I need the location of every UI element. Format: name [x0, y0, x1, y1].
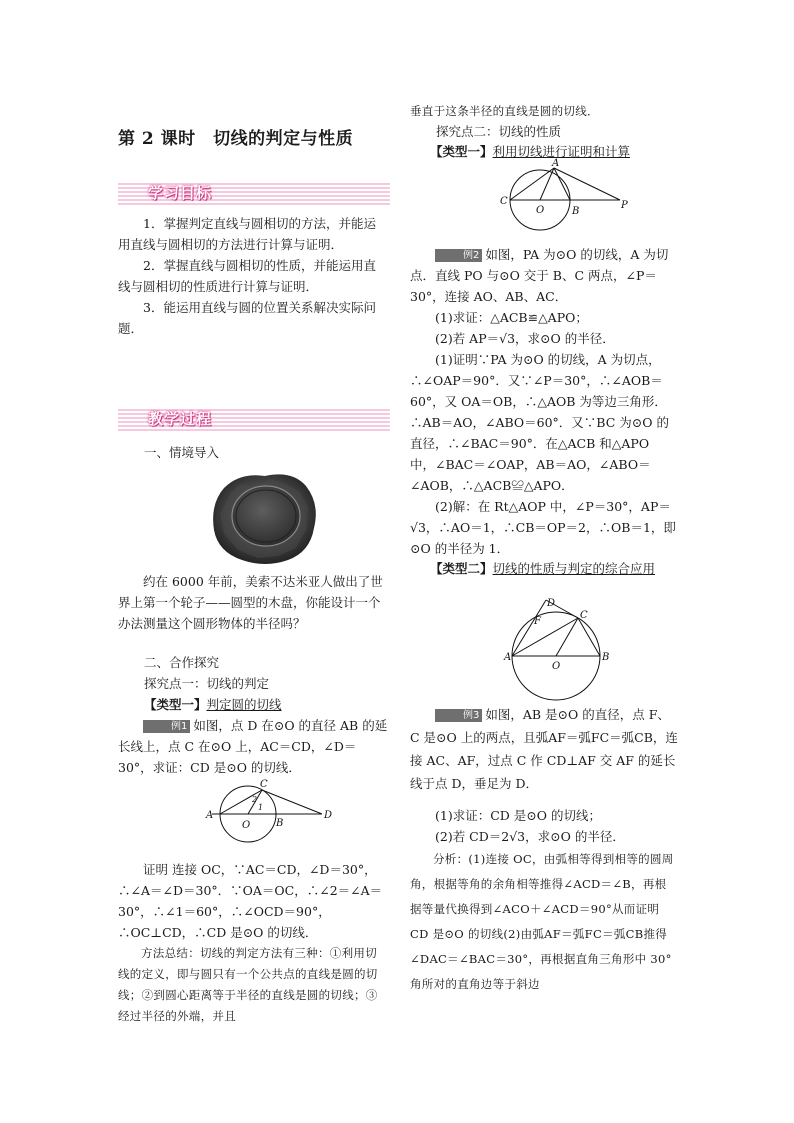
fig1-label-o: O	[242, 820, 251, 831]
fig3-label-a: A	[504, 652, 512, 663]
fig1-label-1: 1	[258, 803, 264, 812]
example2-answer-2: (2)解：在 Rt△AOP 中，∠P＝30°，AP＝√3，∴AO＝1，∴CB＝OP＝2，∴OB＝1，即⊙O 的半径为 1．	[410, 499, 676, 556]
point2-heading: 探究点二：切线的性质	[436, 124, 562, 139]
example1	[118, 715, 388, 778]
fig3-label-b: B	[602, 652, 610, 663]
example2-question-2: (2)若 AP＝√3，求⊙O 的半径．	[435, 331, 615, 346]
fig2-label-a: A	[552, 158, 560, 169]
fig1-label-d: D	[324, 810, 333, 821]
fig3-label-c: C	[580, 610, 588, 621]
example3-text: 如图，AB 是⊙O 的直径，点 F、C 是⊙O 上的两点，且弧AF＝弧FC＝弧CB，连接 AC、AF，过点 C 作 CD⊥AF 交 AF 的延长线于点 D，垂足为 D．	[410, 707, 678, 791]
fig1-label-b: B	[276, 818, 284, 829]
intro-heading: 一、情境导入	[144, 445, 220, 460]
type1-tag-right: 【类型一】	[430, 144, 493, 159]
example2-question-1: (1)求证：△ACB≌△APO；	[435, 310, 588, 325]
objective-item: 3．能运用直线与圆的位置关系解决实际问题．	[118, 300, 376, 336]
type1-title: 判定圆的切线	[206, 697, 282, 712]
example3-analysis: 分析：(1)连接 OC，由弧相等得到相等的圆周角，根据等角的余角相等推得∠ACD＝∠B，再根据等量代换得到∠ACO＋∠ACD＝90°从而证明 CD 是⊙O 的切线(2)由弧AF＝弧FC＝弧CB推得∠DAC＝∠BAC＝30°，再根据直角三角形中 30°角所对的直角边等于斜边	[410, 852, 674, 991]
fig1-label-a: A	[206, 810, 214, 821]
process-banner	[118, 407, 390, 431]
objectives-list	[118, 213, 388, 339]
example2-tag: 例2	[435, 249, 482, 262]
method-summary-continued: 垂直于这条半径的直线是圆的切线．	[410, 104, 599, 118]
proof1	[118, 859, 388, 943]
fig2-label-o: O	[536, 205, 545, 216]
type2-heading	[430, 558, 678, 579]
example2-answer-1: (1)证明∵PA 为⊙O 的切线，A 为切点，∴∠OAP＝90°．又∵∠P＝30°，∴∠AOB＝60°，又 OA＝OB，∴△AOB 为等边三角形．∴AB＝AO，∠ABO＝60°．又∵BC 为⊙O 的直径，∴∠BAC＝90°．在△ACB 和△APO 中，∠BAC＝∠OAP，AB＝AO，∠ABO＝∠AOB，∴△ACB≌△APO．	[410, 352, 669, 493]
example2-text: 如图，PA 为⊙O 的切线，A 为切点．直线 PO 与⊙O 交于 B、C 两点，∠P＝30°，连接 AO、AB、AC．	[410, 247, 669, 304]
method-summary: 方法总结：切线的判定方法有三种：①利用切线的定义，即与圆只有一个公共点的直线是圆的切线；②到圆心距离等于半径的直线是圆的切线；③经过半径的外端，并且	[118, 946, 378, 1023]
fig1-label-2: 2	[252, 795, 258, 804]
example1-tag: 例1	[143, 720, 190, 733]
figure-3	[506, 596, 618, 702]
type1-tag: 【类型一】	[144, 697, 207, 712]
figure-2	[494, 158, 630, 232]
example3-tag: 例3	[435, 709, 482, 722]
objectives-banner	[118, 181, 390, 205]
wooden-disc-image	[210, 470, 320, 566]
type1-heading	[144, 694, 282, 715]
type2-title: 切线的性质与判定的综合应用	[492, 561, 656, 576]
fig2-label-c: C	[500, 196, 508, 207]
fig2-label-b: B	[572, 206, 580, 217]
example3-question-2: (2)若 CD＝2√3，求⊙O 的半径．	[435, 829, 625, 844]
fig3-label-o: O	[552, 661, 561, 672]
fig3-label-d: D	[547, 598, 556, 609]
example3	[410, 703, 678, 795]
proof1-text: 连接 OC，∵AC＝CD，∠D＝30°，∴∠A＝∠D＝30°．∵OA＝OC，∴∠2＝∠A＝30°，∴∠1＝60°，∴∠OCD＝90°，∴OC⊥CD，∴CD 是⊙O 的切线．	[118, 862, 383, 940]
point1-heading: 探究点一：切线的判定	[144, 676, 270, 691]
objectives-heading: 学习目标	[148, 184, 213, 202]
proof1-label: 证明	[143, 862, 169, 877]
process-heading: 教学过程	[148, 410, 213, 428]
page-title: 第 2 课时 切线的判定与性质	[118, 129, 354, 149]
example3-question-1: (1)求证：CD 是⊙O 的切线；	[435, 808, 601, 823]
fig3-label-f: F	[534, 616, 541, 627]
example2	[410, 244, 678, 307]
objective-item: 2．掌握直线与圆相切的性质，并能运用直线与圆相切的性质进行计算与证明．	[118, 258, 376, 294]
type2-tag: 【类型二】	[430, 561, 493, 576]
type1-title-right: 利用切线进行证明和计算	[492, 144, 631, 159]
coop-heading: 二、合作探究	[144, 655, 220, 670]
fig2-label-p: P	[621, 200, 628, 211]
example1-text: 如图，点 D 在⊙O 的直径 AB 的延长线上，点 C 在⊙O 上，AC＝CD，∠D＝30°，求证：CD 是⊙O 的切线．	[118, 718, 388, 775]
objective-item: 1．掌握判定直线与圆相切的方法，并能运用直线与圆相切的方法进行计算与证明．	[118, 216, 376, 252]
intro-text: 约在 6000 年前，美索不达米亚人做出了世界上第一个轮子——圆型的木盘，你能设计一个办法测量这个圆形物体的半径吗？	[118, 574, 383, 631]
fig1-label-c: C	[260, 779, 268, 790]
